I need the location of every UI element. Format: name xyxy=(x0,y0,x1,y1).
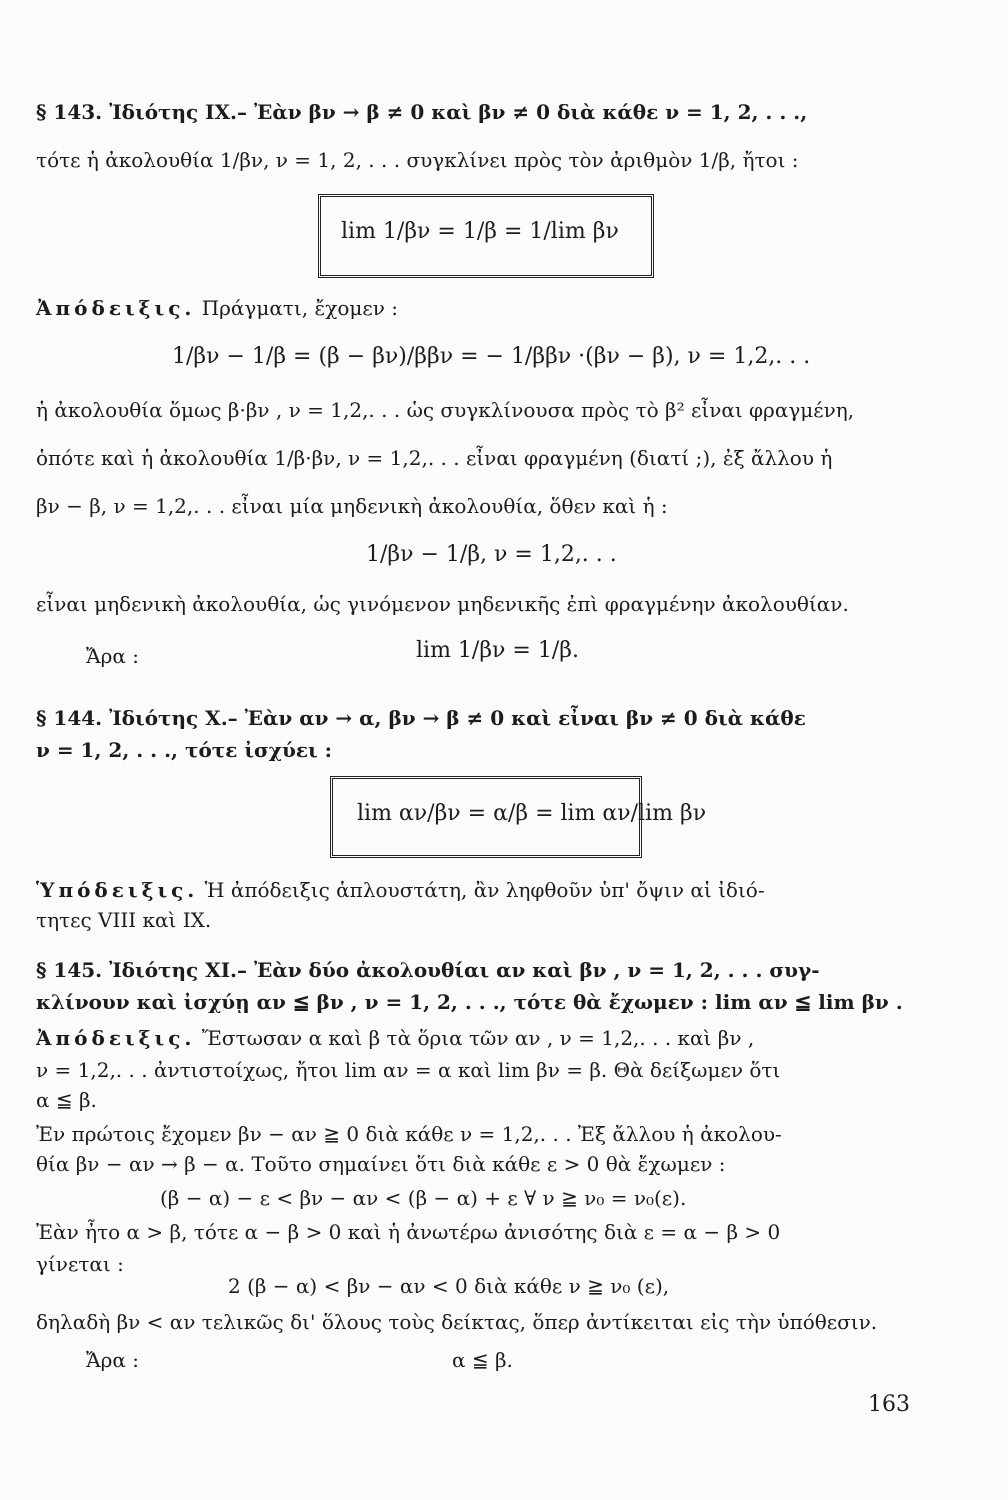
proof-text-144: Ἡ ἀπόδειξις ἁπλουστάτη, ἂν ληφθοῦν ὑπ' ὄψιν αἱ ἰδιό- xyxy=(204,878,765,902)
equation-143-1: 1/βν − 1/β = (β − βν)/ββν = − 1/ββν ·(βν − β), ν = 1,2,. . . xyxy=(172,344,811,369)
text-143-1: ἡ ἀκολουθία ὅμως β·βν , ν = 1,2,. . . ὡς συγκλίνουσα πρὸς τὸ β² εἶναι φραγμένη, xyxy=(36,398,855,422)
proof-label-143: Ἀπόδειξις. xyxy=(36,296,196,320)
page-number: 163 xyxy=(868,1392,910,1417)
section-145-line2: κλίνουν καὶ ἰσχύῃ αν ≦ βν , ν = 1, 2, . . ., τότε θὰ ἔχωμεν : lim αν ≦ lim βν . xyxy=(36,990,903,1014)
proof-145-p6: Ἐὰν ἦτο α > β, τότε α − β > 0 καὶ ἡ ἀνωτέρω ἀνισότης διὰ ε = α − β > 0 xyxy=(36,1220,781,1244)
section-144-line2: ν = 1, 2, . . ., τότε ἰσχύει : xyxy=(36,738,332,762)
proof-145-p5: θία βν − αν → β − α. Τοῦτο σημαίνει ὅτι διὰ κάθε ε > 0 θὰ ἔχωμεν : xyxy=(36,1152,726,1176)
formula-143: lim 1/βν = 1/β = 1/lim βν xyxy=(341,219,619,244)
formula-144: lim αν/βν = α/β = lim αν/lim βν xyxy=(357,801,707,826)
section-145-heading: § 145. Ἰδιότης XI.– Ἐὰν δύο ἀκολουθίαι αν καὶ βν , ν = 1, 2, . . . συγ- xyxy=(36,958,820,982)
proof-145-line xyxy=(36,1026,976,1050)
text-143-3: βν − β, ν = 1,2,. . . εἶναι μία μηδενικὴ ἀκολουθία, ὅθεν καὶ ἡ : xyxy=(36,494,668,518)
ara-143: Ἄρα : xyxy=(86,644,140,668)
equation-145-3: α ≦ β. xyxy=(452,1348,513,1372)
proof-143-line xyxy=(36,296,976,320)
text-143-2: ὁπότε καὶ ἡ ἀκολουθία 1/β·βν, ν = 1,2,. . . εἶναι φραγμένη (διατί ;), ἐξ ἄλλου ἡ xyxy=(36,446,833,470)
text-143-4: εἶναι μηδενικὴ ἀκολουθία, ὡς γινόμενον μηδενικῆς ἐπὶ φραγμένην ἀκολουθίαν. xyxy=(36,592,849,616)
formula-box-143 xyxy=(318,194,654,278)
proof-145-p3: α ≦ β. xyxy=(36,1088,97,1112)
ara-145: Ἄρα : xyxy=(86,1348,140,1372)
formula-box-144 xyxy=(330,776,707,858)
proof-145-p7: γίνεται : xyxy=(36,1252,124,1276)
proof-145-p2: ν = 1,2,. . . ἀντιστοίχως, ἤτοι lim αν = α καὶ lim βν = β. Θὰ δείξωμεν ὅτι xyxy=(36,1058,781,1082)
proof-label-145: Ἀπόδειξις. xyxy=(36,1026,196,1050)
equation-145-1: (β − α) − ε < βν − αν < (β − α) + ε ∀ ν ≧ ν₀ = ν₀(ε). xyxy=(160,1186,687,1210)
equation-143-3: lim 1/βν = 1/β. xyxy=(416,638,579,663)
proof-145-p1: Ἔστωσαν α καὶ β τὰ ὅρια τῶν αν , ν = 1,2,. . . καὶ βν , xyxy=(201,1026,755,1050)
proof-intro-143: Πράγματι, ἔχομεν : xyxy=(201,296,398,320)
equation-143-2: 1/βν − 1/β, ν = 1,2,. . . xyxy=(366,542,617,567)
section-143-heading: § 143. Ἰδιότης IX.– Ἐὰν βν → β ≠ 0 καὶ βν ≠ 0 διὰ κάθε ν = 1, 2, . . ., xyxy=(36,100,808,124)
proof-144-line xyxy=(36,878,976,902)
proof-label-144: Ὑπόδειξις. xyxy=(36,878,199,902)
proof-145-p4: Ἐν πρώτοις ἔχομεν βν − αν ≧ 0 διὰ κάθε ν = 1,2,. . . Ἐξ ἄλλου ἡ ἀκολου- xyxy=(36,1122,782,1146)
proof-145-p8: δηλαδὴ βν < αν τελικῶς δι' ὅλους τοὺς δείκτας, ὅπερ ἀντίκειται εἰς τὴν ὑπόθεσιν. xyxy=(36,1310,878,1334)
section-144-heading: § 144. Ἰδιότης X.– Ἐὰν αν → α, βν → β ≠ 0 καὶ εἶναι βν ≠ 0 διὰ κάθε xyxy=(36,706,806,730)
equation-145-2: 2 (β − α) < βν − αν < 0 διὰ κάθε ν ≧ ν₀ (ε), xyxy=(228,1274,670,1298)
section-143-line2: τότε ἡ ἀκολουθία 1/βν, ν = 1, 2, . . . συγκλίνει πρὸς τὸν ἀριθμὸν 1/β, ἤτοι : xyxy=(36,148,799,172)
proof-text-144-2: τητες VIII καὶ IX. xyxy=(36,908,212,932)
